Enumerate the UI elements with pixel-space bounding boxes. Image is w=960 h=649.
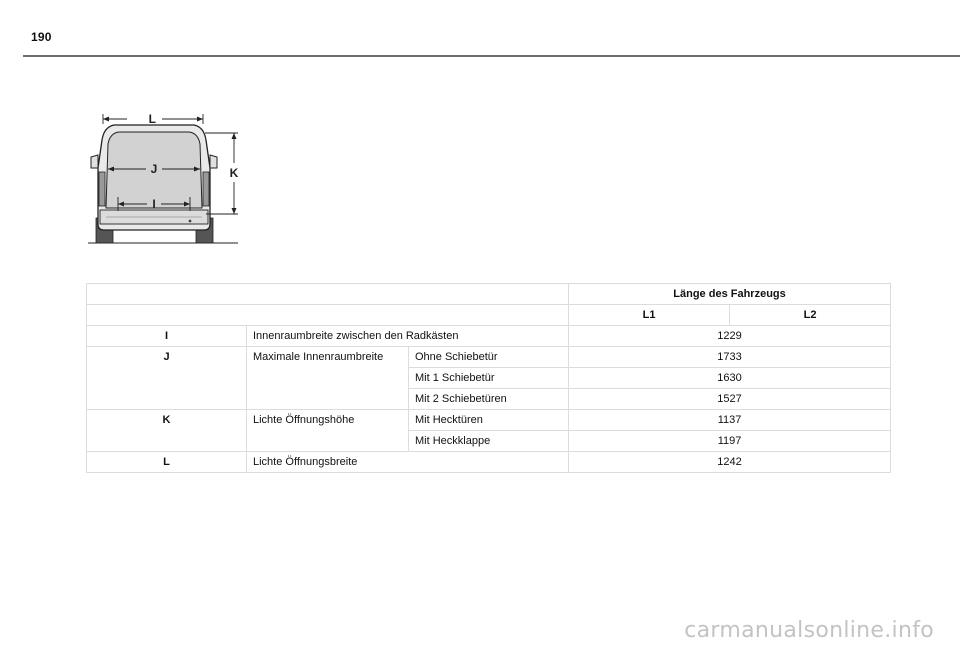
variant-label: Mit Hecktüren [409, 410, 569, 431]
table-row-l [87, 452, 891, 473]
row-code: L [87, 452, 247, 473]
table-subheader-row [87, 305, 891, 326]
watermark: carmanualsonline.info [684, 618, 934, 643]
row-code: I [87, 326, 247, 347]
row-value: 1229 [569, 326, 891, 347]
row-code: J [87, 347, 247, 410]
column-header-l1: L1 [569, 305, 730, 326]
page-number: 190 [31, 30, 52, 44]
variant-value: 1733 [569, 347, 891, 368]
dimension-label-l: L [148, 112, 156, 126]
table-subheader-empty [87, 305, 569, 326]
row-description: Lichte Öffnungsbreite [247, 452, 569, 473]
cargo-dimensions-table [86, 283, 891, 473]
header-divider [23, 55, 960, 57]
table-row-i [87, 326, 891, 347]
variant-label: Mit 1 Schiebetür [409, 368, 569, 389]
van-rear-dimension-diagram [86, 100, 246, 250]
row-code: K [87, 410, 247, 452]
variant-label: Mit 2 Schiebetüren [409, 389, 569, 410]
variant-label: Ohne Schiebetür [409, 347, 569, 368]
table-header-empty [87, 284, 569, 305]
table-row-j [87, 347, 891, 368]
row-value: 1242 [569, 452, 891, 473]
variant-value: 1137 [569, 410, 891, 431]
variant-value: 1197 [569, 431, 891, 452]
variant-value: 1527 [569, 389, 891, 410]
variant-label: Mit Heckklappe [409, 431, 569, 452]
dimension-label-i: I [152, 197, 156, 211]
row-description: Lichte Öffnungshöhe [247, 410, 409, 452]
table-header-title: Länge des Fahrzeugs [569, 284, 891, 305]
column-header-l2: L2 [730, 305, 891, 326]
row-description: Innenraumbreite zwischen den Radkästen [247, 326, 569, 347]
row-description: Maximale Innenraumbreite [247, 347, 409, 410]
dimension-label-k: K [229, 166, 239, 180]
dimension-label-j: J [150, 162, 158, 176]
table-header-row [87, 284, 891, 305]
table-row-k [87, 410, 891, 431]
variant-value: 1630 [569, 368, 891, 389]
